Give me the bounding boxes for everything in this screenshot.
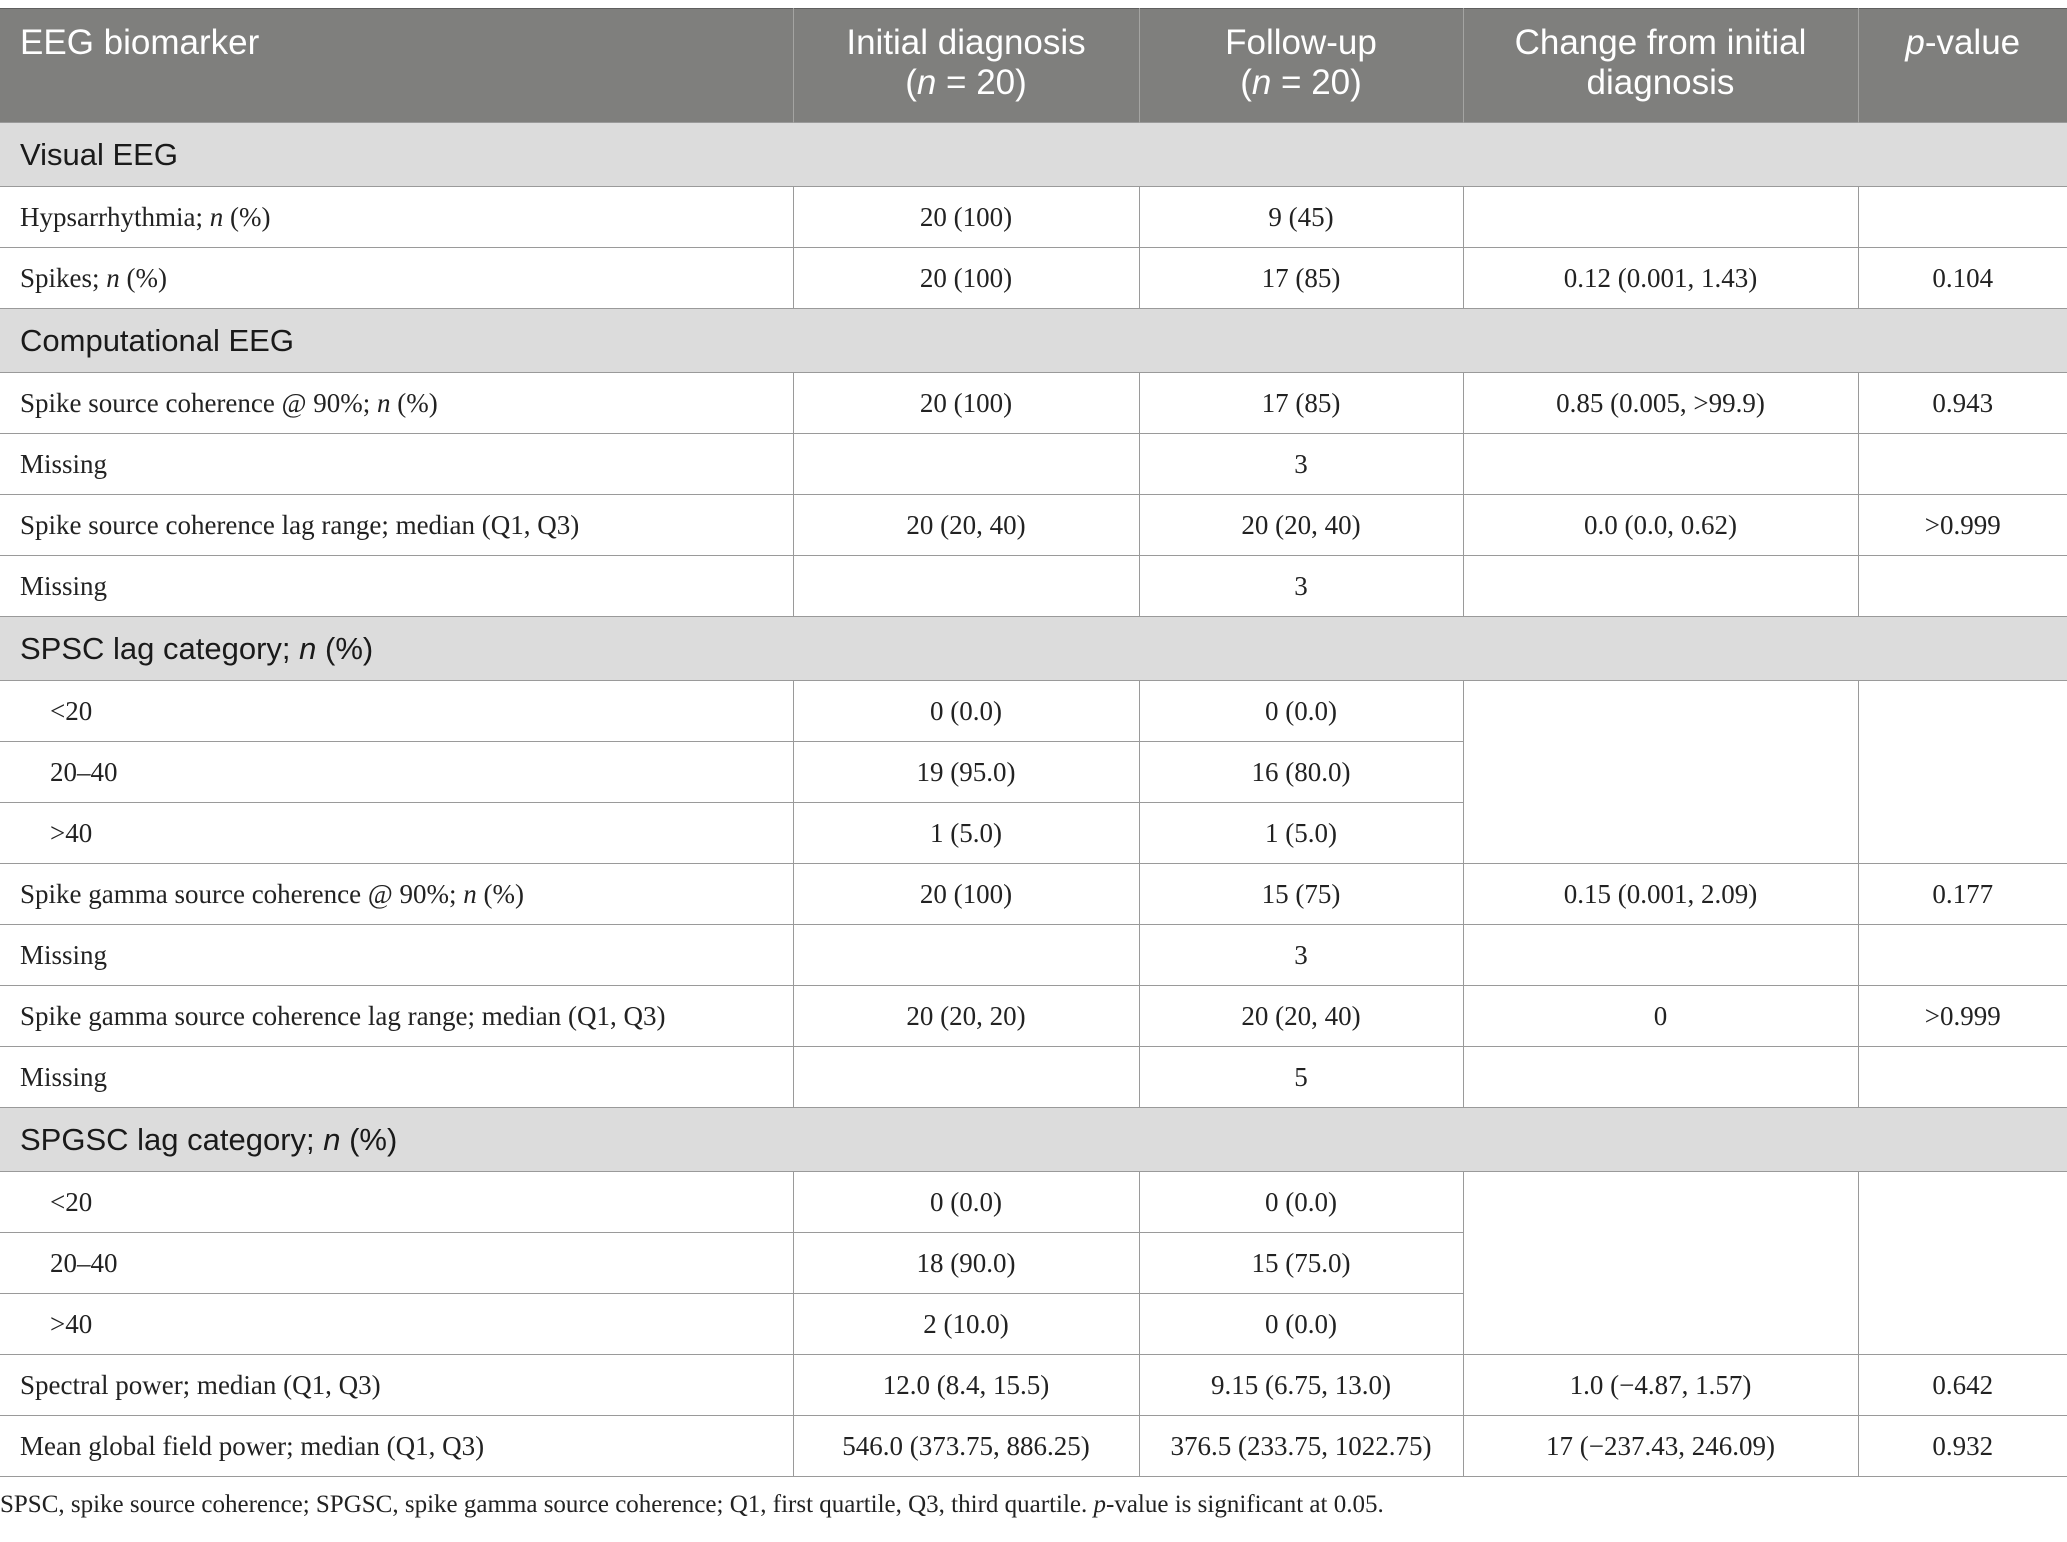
cell-change: 17 (−237.43, 246.09) [1463, 1416, 1858, 1477]
table-row [0, 495, 2067, 556]
cell-followup: 3 [1139, 434, 1463, 495]
cell-followup: 17 (85) [1139, 248, 1463, 309]
table-row [0, 1416, 2067, 1477]
cell-change: 1.0 (−4.87, 1.57) [1463, 1355, 1858, 1416]
cell-followup: 17 (85) [1139, 373, 1463, 434]
row-label: >40 [0, 803, 793, 864]
cell-followup: 3 [1139, 556, 1463, 617]
cell-change: 0.12 (0.001, 1.43) [1463, 248, 1858, 309]
row-label: Missing [0, 925, 793, 986]
table-row [0, 925, 2067, 986]
cell-p [1858, 187, 2067, 248]
cell-followup: 15 (75) [1139, 864, 1463, 925]
cell-p: >0.999 [1858, 986, 2067, 1047]
row-label: Missing [0, 1047, 793, 1108]
cell-p: 0.932 [1858, 1416, 2067, 1477]
cell-initial [793, 1047, 1139, 1108]
row-label: Spike source coherence lag range; median (Q1, Q3) [0, 495, 793, 556]
cell-change-merged [1463, 1172, 1858, 1355]
cell-p-merged [1858, 681, 2067, 864]
cell-initial: 0 (0.0) [793, 681, 1139, 742]
cell-followup: 5 [1139, 1047, 1463, 1108]
row-label: Hypsarrhythmia; n (%) [0, 187, 793, 248]
row-label: Spike source coherence @ 90%; n (%) [0, 373, 793, 434]
cell-initial: 12.0 (8.4, 15.5) [793, 1355, 1139, 1416]
table-row [0, 434, 2067, 495]
cell-change [1463, 925, 1858, 986]
cell-change [1463, 434, 1858, 495]
header-change: Change from initial diagnosis [1463, 9, 1858, 123]
section-computational-eeg [0, 309, 2067, 373]
results-table-figure [0, 8, 2067, 1519]
row-label: >40 [0, 1294, 793, 1355]
cell-initial [793, 434, 1139, 495]
cell-p: 0.104 [1858, 248, 2067, 309]
table-row [0, 864, 2067, 925]
cell-initial: 20 (100) [793, 187, 1139, 248]
table-row [0, 986, 2067, 1047]
cell-p [1858, 556, 2067, 617]
cell-p [1858, 1047, 2067, 1108]
table-row [0, 1172, 2067, 1233]
row-label: 20–40 [0, 1233, 793, 1294]
cell-initial: 20 (100) [793, 248, 1139, 309]
cell-initial: 20 (100) [793, 864, 1139, 925]
cell-followup: 20 (20, 40) [1139, 986, 1463, 1047]
cell-change [1463, 187, 1858, 248]
cell-followup: 0 (0.0) [1139, 681, 1463, 742]
cell-p-merged [1858, 1172, 2067, 1355]
cell-initial: 0 (0.0) [793, 1172, 1139, 1233]
cell-change: 0.85 (0.005, >99.9) [1463, 373, 1858, 434]
row-label: Spike gamma source coherence lag range; median (Q1, Q3) [0, 986, 793, 1047]
cell-followup: 376.5 (233.75, 1022.75) [1139, 1416, 1463, 1477]
table-row [0, 556, 2067, 617]
row-label: <20 [0, 681, 793, 742]
cell-change [1463, 1047, 1858, 1108]
cell-initial: 20 (20, 20) [793, 986, 1139, 1047]
cell-change: 0.15 (0.001, 2.09) [1463, 864, 1858, 925]
table-header [0, 9, 2067, 123]
cell-initial: 1 (5.0) [793, 803, 1139, 864]
cell-p: 0.177 [1858, 864, 2067, 925]
table-row [0, 1047, 2067, 1108]
eeg-biomarker-table [0, 8, 2067, 1477]
section-title: Computational EEG [0, 309, 2067, 373]
table-footnote: SPSC, spike source coherence; SPGSC, spike gamma source coherence; Q1, first quartile, Q3, third quartile. p-value is significant at 0.05. [0, 1491, 1384, 1518]
section-title: Visual EEG [0, 123, 2067, 187]
cell-followup: 3 [1139, 925, 1463, 986]
cell-p: >0.999 [1858, 495, 2067, 556]
cell-followup: 16 (80.0) [1139, 742, 1463, 803]
row-label: 20–40 [0, 742, 793, 803]
row-label: Spectral power; median (Q1, Q3) [0, 1355, 793, 1416]
header-follow-up: Follow-up (n = 20) [1139, 9, 1463, 123]
cell-change: 0.0 (0.0, 0.62) [1463, 495, 1858, 556]
table-row [0, 681, 2067, 742]
cell-initial: 546.0 (373.75, 886.25) [793, 1416, 1139, 1477]
row-label: Missing [0, 434, 793, 495]
cell-initial: 19 (95.0) [793, 742, 1139, 803]
row-label: Mean global field power; median (Q1, Q3) [0, 1416, 793, 1477]
cell-change: 0 [1463, 986, 1858, 1047]
table-row [0, 248, 2067, 309]
table-row [0, 187, 2067, 248]
cell-initial: 20 (100) [793, 373, 1139, 434]
cell-p: 0.943 [1858, 373, 2067, 434]
section-visual-eeg [0, 123, 2067, 187]
cell-followup: 20 (20, 40) [1139, 495, 1463, 556]
row-label: <20 [0, 1172, 793, 1233]
section-title: SPSC lag category; n (%) [0, 617, 2067, 681]
cell-initial [793, 556, 1139, 617]
row-label: Spike gamma source coherence @ 90%; n (%) [0, 864, 793, 925]
header-initial-diagnosis: Initial diagnosis (n = 20) [793, 9, 1139, 123]
cell-initial: 18 (90.0) [793, 1233, 1139, 1294]
cell-initial: 2 (10.0) [793, 1294, 1139, 1355]
cell-p [1858, 925, 2067, 986]
row-label: Spikes; n (%) [0, 248, 793, 309]
header-eeg-biomarker: EEG biomarker [0, 9, 793, 123]
section-spsc-lag-category [0, 617, 2067, 681]
cell-initial: 20 (20, 40) [793, 495, 1139, 556]
section-spgsc-lag-category [0, 1108, 2067, 1172]
header-p-value: p-value [1858, 9, 2067, 123]
cell-followup: 9 (45) [1139, 187, 1463, 248]
cell-p: 0.642 [1858, 1355, 2067, 1416]
cell-followup: 15 (75.0) [1139, 1233, 1463, 1294]
table-row [0, 1355, 2067, 1416]
cell-followup: 0 (0.0) [1139, 1294, 1463, 1355]
cell-change-merged [1463, 681, 1858, 864]
cell-initial [793, 925, 1139, 986]
cell-change [1463, 556, 1858, 617]
row-label: Missing [0, 556, 793, 617]
cell-p [1858, 434, 2067, 495]
section-title: SPGSC lag category; n (%) [0, 1108, 2067, 1172]
table-row [0, 373, 2067, 434]
cell-followup: 9.15 (6.75, 13.0) [1139, 1355, 1463, 1416]
cell-followup: 0 (0.0) [1139, 1172, 1463, 1233]
header-row [0, 9, 2067, 123]
cell-followup: 1 (5.0) [1139, 803, 1463, 864]
table-body [0, 123, 2067, 1477]
